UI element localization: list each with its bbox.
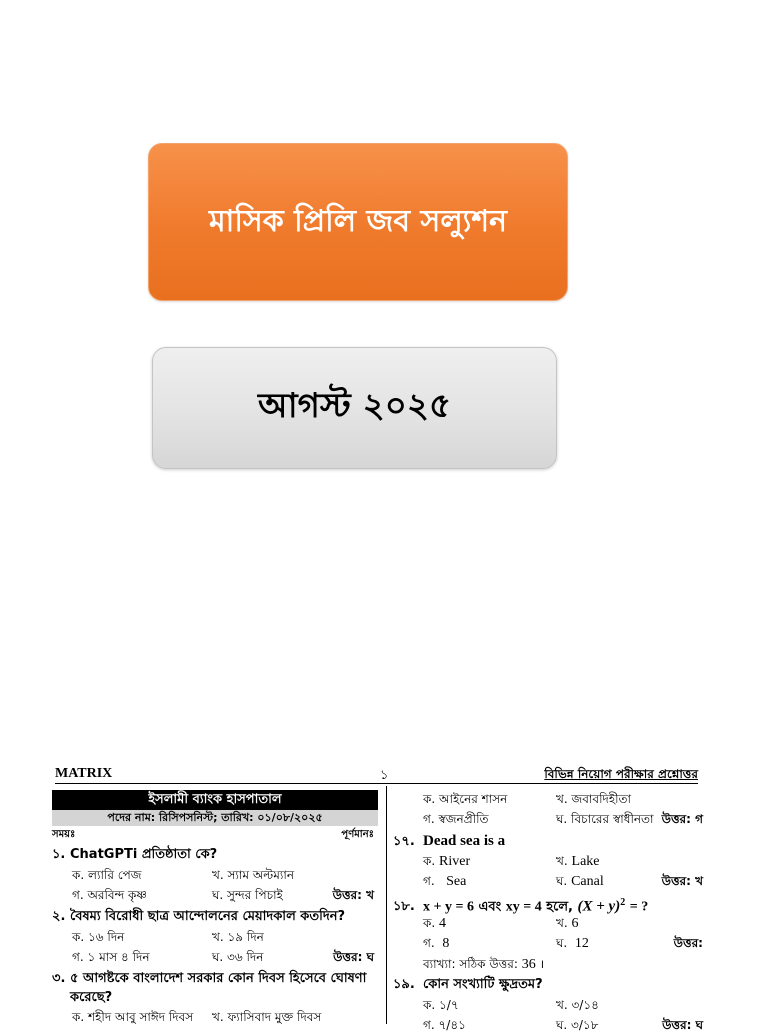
question-text-cont: করেছে?	[70, 990, 113, 1005]
question-3	[52, 968, 378, 1008]
question-number: ১.	[52, 847, 66, 862]
right-column	[393, 790, 703, 1036]
option-text: 8	[442, 936, 450, 951]
equation-expression: (X + y)	[577, 898, 621, 915]
explanation	[393, 954, 703, 974]
explanation-label: ব্যাখ্যা: সঠিক উত্তর:	[423, 957, 518, 971]
option-text: 12	[574, 936, 589, 951]
option-gha: ঘ. বিচারের স্বাধীনতা	[556, 812, 654, 826]
question-18	[393, 892, 703, 914]
option-kha	[556, 854, 600, 871]
option-letter: গ.	[423, 936, 435, 950]
option-ga	[423, 874, 466, 891]
left-column	[52, 790, 378, 1028]
question-17	[393, 830, 703, 852]
title-banner	[148, 143, 568, 301]
option-ga	[423, 936, 449, 953]
equation-part: xy = 4	[505, 899, 542, 915]
equation-exponent: 2	[620, 897, 626, 908]
question-text: বৈষম্য বিরোধী ছাত্র আন্দোলনের মেয়াদকাল কতদিন?	[70, 909, 345, 924]
question-2	[52, 906, 378, 928]
option-text: Sea	[446, 874, 467, 889]
option-row	[393, 1016, 703, 1036]
answer-label: উত্তর: ঘ	[662, 1018, 703, 1032]
option-row	[393, 790, 703, 810]
answer-label: উত্তর: খ	[332, 888, 374, 902]
option-text: 6	[571, 916, 579, 931]
question-text: Dead sea is a	[423, 833, 506, 849]
option-kha: খ. স্যাম অল্টম্যান	[212, 868, 295, 882]
option-ka: ক. ল্যারি পেজ	[72, 868, 142, 882]
option-text: Lake	[571, 854, 600, 869]
question-number: ১৭.	[393, 834, 415, 849]
option-letter: খ.	[556, 916, 568, 930]
option-ka: ক. ১৬ দিন	[72, 930, 125, 944]
option-letter: ক.	[423, 854, 436, 868]
question-number: ১৮.	[393, 899, 415, 915]
option-letter: ক.	[423, 916, 436, 930]
option-kha: খ. ফ্যাসিবাদ মুক্ত দিবস	[212, 1010, 322, 1024]
option-row	[52, 1008, 378, 1028]
option-ga: গ. ১ মাস ৪ দিন	[72, 950, 150, 964]
exam-subtitle: পদের নাম: রিসিপসনিস্ট; তারিখ: ০১/০৮/২০২৫	[52, 810, 378, 826]
option-ga: গ. ৭/৪১	[423, 1018, 466, 1032]
question-number: ১৯.	[393, 977, 415, 992]
option-text: River	[439, 854, 471, 869]
option-ka: ক. ১/৭	[423, 998, 459, 1012]
section-title: বিভিন্ন নিয়োগ পরীক্ষার প্রশ্নোত্তর	[544, 767, 698, 781]
option-gha	[556, 936, 589, 953]
page-header	[55, 764, 698, 784]
month-banner	[152, 347, 557, 469]
conjunction: এবং	[478, 899, 502, 915]
option-row	[52, 948, 378, 968]
option-gha: ঘ. ৩/১৮	[556, 1018, 599, 1032]
exam-title: ইসলামী ব্যাংক হাসপাতাল	[52, 790, 378, 810]
marks-label: পূর্ণমানঃ	[341, 829, 374, 840]
option-ka	[423, 916, 446, 933]
option-row	[393, 914, 703, 934]
question-text: ৫ আগষ্টকে বাংলাদেশ সরকার কোন দিবস হিসেবে ঘোষণা	[70, 971, 367, 986]
option-ka: ক. আইনের শাসন	[423, 792, 508, 806]
answer-label: উত্তর:	[673, 936, 703, 950]
option-gha: ঘ. সুন্দর পিচাই	[212, 888, 283, 902]
option-gha	[556, 874, 604, 891]
option-text: 4	[439, 916, 447, 931]
option-ka	[423, 854, 470, 871]
option-row	[52, 886, 378, 906]
brand-name: MATRIX	[55, 766, 113, 781]
option-ga: গ. অরবিন্দ কৃষ্ণ	[72, 888, 147, 902]
answer-label: উত্তর: গ	[661, 812, 703, 826]
option-gha: ঘ. ৩৬ দিন	[212, 950, 264, 964]
option-letter: ঘ.	[556, 874, 568, 888]
option-kha	[556, 916, 579, 933]
question-number: ৩.	[52, 971, 66, 986]
explanation-value: 36	[521, 957, 536, 972]
conjunction: হলে,	[546, 899, 573, 915]
equation-part: x + y = 6	[423, 899, 474, 915]
exam-meta	[52, 826, 378, 844]
option-letter: গ.	[423, 874, 435, 888]
answer-label: উত্তর: খ	[661, 874, 703, 888]
option-row	[393, 996, 703, 1016]
equation-end: = ?	[629, 899, 649, 915]
option-letter: খ.	[556, 854, 568, 868]
month-banner-text: আগস্ট ২০২৫	[257, 385, 452, 426]
option-kha: খ. জবাবদিহীতা	[556, 792, 632, 806]
title-banner-text: মাসিক প্রিলি জব সল্যুশন	[208, 203, 508, 239]
answer-label: উত্তর: ঘ	[333, 950, 374, 964]
option-row	[393, 810, 703, 830]
question-number: ২.	[52, 909, 66, 924]
option-ka: ক. শহীদ আবু সাঈদ দিবস	[72, 1010, 194, 1024]
option-row	[393, 872, 703, 892]
option-row	[52, 866, 378, 886]
time-label: সময়ঃ	[52, 829, 76, 840]
question-text: ChatGPTi প্রতিষ্ঠাতা কে?	[70, 847, 218, 862]
option-letter: ঘ.	[556, 936, 568, 950]
option-text: Canal	[571, 874, 604, 889]
question-text: কোন সংখ্যাটি ক্ষুদ্রতম?	[423, 977, 543, 992]
option-ga: গ. স্বজনপ্রীতি	[423, 812, 489, 826]
option-kha: খ. ১৯ দিন	[212, 930, 264, 944]
column-divider	[386, 786, 387, 1024]
option-row	[393, 934, 703, 954]
question-19	[393, 974, 703, 996]
option-kha: খ. ৩/১৪	[556, 998, 599, 1012]
option-row	[52, 928, 378, 948]
question-1	[52, 844, 378, 866]
explanation-end: ।	[539, 957, 545, 971]
option-row	[393, 852, 703, 872]
page-number: ১	[380, 768, 389, 783]
